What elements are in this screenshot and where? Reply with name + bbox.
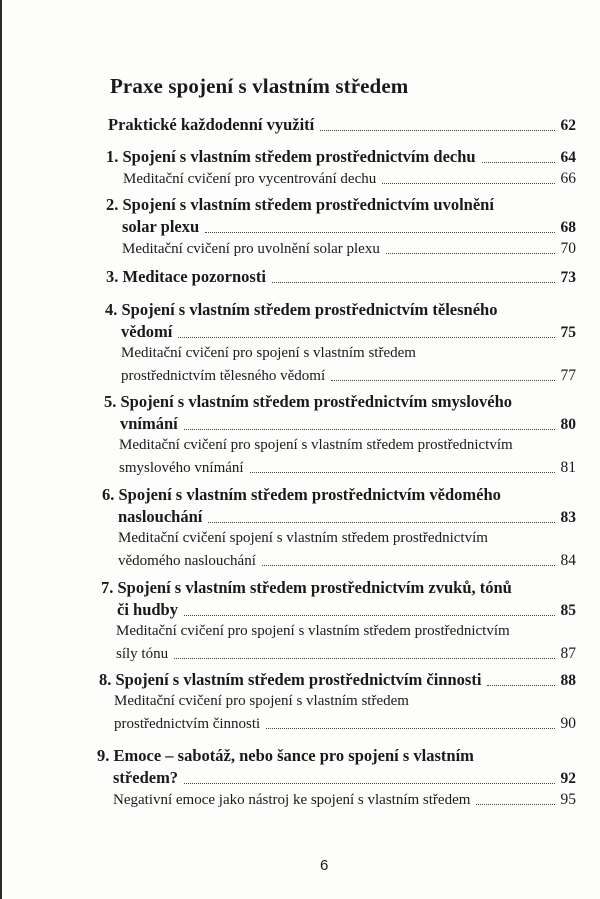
toc-entry-1: [106, 147, 576, 167]
toc-entry-3-text: 3. Meditace pozornosti: [106, 267, 266, 286]
dot-leader: [272, 282, 555, 283]
toc-subentry-4-text: prostřednictvím tělesného vědomí: [121, 368, 326, 384]
toc-entry-3: [106, 267, 576, 287]
toc-entry-8-page: 88: [560, 672, 576, 689]
toc-entry-2-heading: 2. Spojení s vlastním středem prostřednictvím uvolnění: [106, 195, 494, 214]
toc-entry-9: [113, 768, 576, 788]
toc-subentry-6-line: Meditační cvičení spojení s vlastním středem prostřednictvím: [118, 530, 488, 546]
dot-leader: [320, 130, 554, 131]
toc-subentry-6-page: 84: [560, 552, 576, 569]
toc-entry-7-text: či hudby: [117, 600, 178, 619]
dot-leader: [262, 565, 555, 566]
dot-leader: [184, 783, 554, 784]
toc-entry-6: [118, 507, 576, 527]
dot-leader: [205, 232, 554, 233]
toc-entry-6-page: 83: [560, 509, 576, 526]
toc-subentry-4: [121, 367, 576, 385]
dot-leader: [208, 522, 554, 523]
toc-entry-7-heading: 7. Spojení s vlastním středem prostřednictvím zvuků, tónů: [101, 578, 512, 597]
dot-leader: [331, 380, 554, 381]
toc-subentry-2-page: 70: [560, 240, 576, 257]
toc-subentry-4-page: 77: [560, 367, 576, 384]
toc-entry-8-text: 8. Spojení s vlastním středem prostřednictvím činnosti: [99, 670, 482, 689]
toc-subentry-9-page: 95: [560, 791, 576, 808]
toc-subentry-5-page: 81: [560, 459, 576, 476]
dot-leader: [184, 429, 555, 430]
toc-entry-7: [117, 600, 576, 620]
toc-entry-1-page: 64: [560, 149, 576, 166]
toc-subentry-8-page: 90: [560, 715, 576, 732]
dot-leader: [482, 162, 555, 163]
toc-entry-8: [99, 670, 576, 690]
dot-leader: [266, 728, 554, 729]
toc-entry-5-text: vnímání: [120, 414, 178, 433]
toc-entry-intro-text: Praktické každodenní využití: [108, 115, 315, 134]
toc-subentry-7: [116, 645, 576, 663]
toc-subentry-6: [118, 552, 576, 570]
toc-entry-7-page: 85: [560, 602, 576, 619]
toc-subentry-5-text: smyslového vnímání: [119, 460, 244, 476]
dot-leader: [178, 337, 554, 338]
page-number: 6: [320, 857, 329, 874]
toc-subentry-7-text: síly tónu: [116, 646, 169, 662]
dot-leader: [184, 615, 555, 616]
dot-leader: [250, 472, 555, 473]
toc-entry-intro-page: 62: [560, 117, 576, 134]
toc-subentry-7-line: Meditační cvičení pro spojení s vlastním středem prostřednictvím: [116, 623, 510, 639]
toc-entry-6-text: naslouchání: [118, 507, 203, 526]
toc-subentry-2-text: Meditační cvičení pro uvolnění solar plexu: [122, 241, 380, 257]
toc-entry-5: [120, 414, 576, 434]
dot-leader: [174, 658, 554, 659]
toc-subentry-6-text: vědomého naslouchání: [118, 553, 256, 569]
toc-subentry-1-text: Meditační cvičení pro vycentrování dechu: [123, 171, 377, 187]
toc-subentry-5: [119, 459, 576, 477]
toc-subentry-9: [113, 791, 576, 809]
toc-entry-5-heading: 5. Spojení s vlastním středem prostřednictvím smyslového: [104, 392, 513, 411]
dot-leader: [487, 685, 554, 686]
toc-entry-4: [121, 322, 576, 342]
toc-entry-3-page: 73: [560, 269, 576, 286]
dot-leader: [476, 804, 554, 805]
dot-leader: [386, 253, 555, 254]
toc-entry-4-page: 75: [560, 324, 576, 341]
section-title: Praxe spojení s vlastním středem: [110, 74, 409, 98]
toc-entry-9-page: 92: [560, 770, 576, 787]
toc-subentry-1: [123, 170, 576, 188]
toc-entry-6-heading: 6. Spojení s vlastním středem prostřednictvím vědomého: [102, 485, 501, 504]
toc-subentry-5-line: Meditační cvičení pro spojení s vlastním středem prostřednictvím: [119, 437, 513, 453]
toc-subentry-9-text: Negativní emoce jako nástroj ke spojení s vlastním středem: [113, 792, 471, 808]
toc-subentry-1-page: 66: [560, 170, 576, 187]
toc-subentry-2: [122, 240, 576, 258]
toc-entry-9-text: středem?: [113, 768, 179, 787]
dot-leader: [382, 183, 554, 184]
toc-entry-4-heading: 4. Spojení s vlastním středem prostřednictvím tělesného: [105, 300, 498, 319]
toc-entry-9-heading: 9. Emoce – sabotáž, nebo šance pro spojení s vlastním: [97, 746, 474, 765]
toc-entry-5-page: 80: [560, 416, 576, 433]
toc-subentry-8-line: Meditační cvičení pro spojení s vlastním středem: [114, 693, 409, 709]
toc-entry-2: [122, 217, 576, 237]
toc-subentry-8-text: prostřednictvím činnosti: [114, 716, 261, 732]
toc-entry-1-text: 1. Spojení s vlastním středem prostřednictvím dechu: [106, 147, 476, 166]
toc-subentry-8: [114, 715, 576, 733]
toc-subentry-4-line: Meditační cvičení pro spojení s vlastním středem: [121, 345, 416, 361]
toc-entry-2-page: 68: [560, 219, 576, 236]
toc-entry-4-text: vědomí: [121, 322, 173, 341]
toc-entry-intro: [108, 115, 576, 135]
toc-subentry-7-page: 87: [560, 645, 576, 662]
toc-entry-2-text: solar plexu: [122, 217, 200, 236]
